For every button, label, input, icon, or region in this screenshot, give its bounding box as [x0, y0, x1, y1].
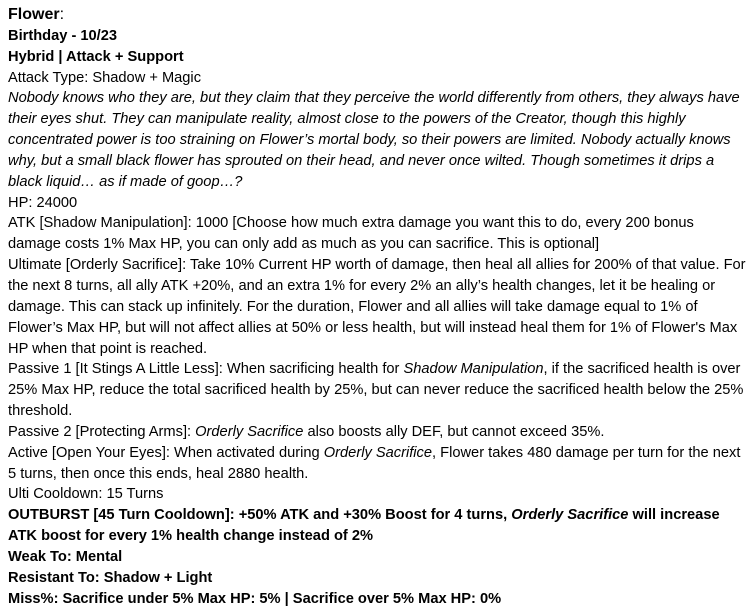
text-segment-bold: will increase ATK boost for every 1% health change instead of 2%	[8, 507, 720, 545]
text-segment-regular: Attack Type: Shadow + Magic	[8, 69, 202, 86]
text-segment-italic: Nobody knows who they are, but they claim that they perceive the world differently from others, they always have their eyes shut. They can manipulate reality, almost close to the powers of the Creator, though this highly concentrated power is too straining on Flower’s mortal body, so their powers are limited. Nobody actually knows why, but a small black flower has sprouted on their head, and never once wilted. Though sometimes it drips a black liquid… as if made of goop…?	[8, 90, 740, 190]
text-segment-italic: Orderly Sacrifice	[195, 423, 304, 440]
weak-to-line	[8, 547, 748, 568]
text-segment-regular: Active [Open Your Eyes]: When activated during	[8, 444, 324, 461]
birthday-line	[8, 26, 748, 47]
text-segment-regular: , Flower takes 480 damage per turn for the next 5 turns, then once this ends, heal 2880 health.	[8, 444, 741, 482]
passive-2-paragraph	[8, 422, 748, 443]
text-segment-regular: Ultimate [Orderly Sacrifice]: Take 10% Current HP worth of damage, then heal all allies for 200% of that value. For the next 8 turns, all ally ATK +20%, and an extra 1% for every 2% an ally’s health changes, let it be healing or damage. This can stack up infinitely. For the duration, Flower and all allies will take damage equal to 1% of Flower’s Max HP, but will not affect allies at 50% or less health, but will instead heal them for 1% of Flower's Max HP when that point is reached.	[8, 257, 746, 357]
active-paragraph	[8, 443, 748, 485]
ultimate-paragraph	[8, 255, 748, 359]
hp-line	[8, 193, 748, 214]
class-line	[8, 47, 748, 68]
text-segment-regular: :	[59, 6, 65, 23]
text-segment-bold: Miss%: Sacrifice under 5% Max HP: 5% | Sacrifice over 5% Max HP: 0%	[8, 590, 502, 607]
text-segment-regular: Passive 2 [Protecting Arms]:	[8, 423, 196, 440]
text-segment-bold: OUTBURST [45 Turn Cooldown]: +50% ATK and +30% Boost for 4 turns,	[8, 507, 512, 524]
text-segment-bold: Flower	[8, 6, 60, 23]
text-segment-italic: Orderly Sacrifice	[323, 444, 432, 461]
text-segment-regular: HP: 24000	[8, 194, 78, 211]
text-segment-bold: Birthday - 10/23	[8, 27, 118, 44]
passive-1-paragraph	[8, 359, 748, 422]
text-segment-regular: , if the sacrificed health is over 25% Max HP, reduce the total sacrificed health by 25%, but can never reduce the sacrificed health below the 25% threshold.	[8, 361, 744, 420]
outburst-paragraph	[8, 505, 748, 547]
text-segment-regular: Passive 1 [It Stings A Little Less]: When sacrificing health for	[8, 361, 404, 378]
text-segment-italic: Shadow Manipulation	[403, 361, 544, 378]
text-segment-bold: Weak To: Mental	[8, 548, 123, 565]
attack-type-line	[8, 68, 748, 89]
text-segment-regular: ATK [Shadow Manipulation]: 1000 [Choose how much extra damage you want this to do, every 200 bonus damage costs 1% Max HP, you can only add as much as you can sacrifice. This is optional]	[8, 215, 694, 253]
lore-paragraph	[8, 88, 748, 192]
ulti-cooldown-line	[8, 484, 748, 505]
atk-skill-paragraph	[8, 213, 748, 255]
text-segment-regular: also boosts ally DEF, but cannot exceed 35%.	[303, 423, 605, 440]
character-name-title	[8, 5, 748, 26]
text-segment-regular: Ulti Cooldown: 15 Turns	[8, 486, 164, 503]
text-segment-bold: Hybrid | Attack + Support	[8, 48, 184, 65]
miss-chance-line	[8, 589, 748, 610]
text-segment-bold: Resistant To: Shadow + Light	[8, 569, 213, 586]
resistant-to-line	[8, 568, 748, 589]
text-segment-bold-italic: Orderly Sacrifice	[511, 507, 629, 524]
